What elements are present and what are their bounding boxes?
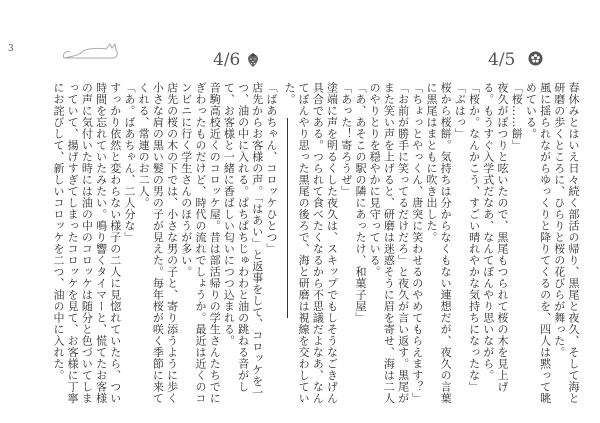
text-line: 「ばあちゃん、コロッケひとつ」 [265, 82, 278, 255]
entry-date-right: 4/5 [488, 50, 516, 70]
entry-date-left: 4/6 [213, 50, 241, 70]
text-line: 店先の桜の木の下では、小さな男の子と、寄り添うように歩く小さな肩の黒い髪の男の子が見えた。毎年桜が咲く季節に来てくれる、常連のお二人。 [137, 82, 179, 404]
text-line: 夜久がぽつりと呟いたので、黒尾もつられて桜の木を見上げる。もうすぐ入学式だなあ、なんてぼんやり思いながら。 [481, 82, 509, 393]
entry-body-left [51, 82, 278, 412]
entry-body-right [282, 82, 580, 412]
cat-icon [62, 38, 126, 60]
strawberry-icon [246, 52, 260, 68]
text-line: 「ちょっとやっくん、唐突に笑わせるのやめてもらえます？」 [410, 82, 424, 404]
text-line: 「あ、あそこの駅の隣にあったけ、和菓子屋」 [353, 82, 367, 324]
page-number: 3 [8, 44, 14, 54]
text-line: すっかり依然と変わらない様子の二人に見惚れていたら、つい時間を忘れていたみたい。鳴り響くタイマーと、慌てたお客様の声に気付いた時には油の中のコロッケは随分と色づいてしまっていて、揚げすぎてしまったコロッケを見て、お客様に丁寧にお詫びして、新しいコロッケを二つ、油の中に入れた。 [51, 82, 122, 404]
text-line: 「ぶはっ」 [453, 82, 467, 140]
text-line: 「お前が勝手に笑ってるだけだろ」と夜久が言い返す。黒尾がまた笑い声を上げると、研磨は迷惑そうに眉を寄せ、海は二人のやりとりを穏やかに見守っている。 [368, 82, 410, 404]
text-line: 風に揺られながらゆっくりと降りてくるのを、四人は黙って眺めている。 [524, 82, 552, 404]
text-line: 店先からお客様の声。「はあい」と返事をして、コロッケを一つ、油の中に入れる。ぱちぱちじゅわわと油の跳ねる音がして、お客様と一緒に香ばしい匂いにつつ込まれる。 [222, 82, 264, 399]
text-line: 「桜……餅」 [510, 82, 524, 151]
flower-icon [528, 51, 543, 66]
text-line: 桜から桜餅。気持ちは分からなくもない連想だが、夜久の言葉に黒尾はまともに吹き出した。 [424, 82, 453, 404]
text-line: 「桜か。なんかこう、すごい晴れやかな気持ちになったな」 [467, 82, 481, 393]
text-line: 春休みとはいえ日々続く部活の帰り、黒尾と夜久、そして海と研磨の歩くところに、ひらりと桜の花びらが舞った。 [552, 82, 580, 404]
text-line: 「あ。ばあちゃん、二人分な」 [122, 82, 136, 243]
text-line: 塗端に声を明るくした夜久は、スキップでもしそうなごきげん具合である。つられて食べたくなるから不思議だよなあ、なんてぼんやり思った黒尾の後ろで、海と研磨は視線を交わしていた。 [282, 82, 339, 404]
text-line: 音駒高校近くのコロッケ屋。昔は部活帰りの学生さんたちでにぎわったものだけど、時代の流れでしょうか。最近は近くのコンビニに行く学生さんのほうが多い。 [179, 82, 222, 404]
text-line: 「あった！寄ろうぜ」 [339, 82, 353, 197]
